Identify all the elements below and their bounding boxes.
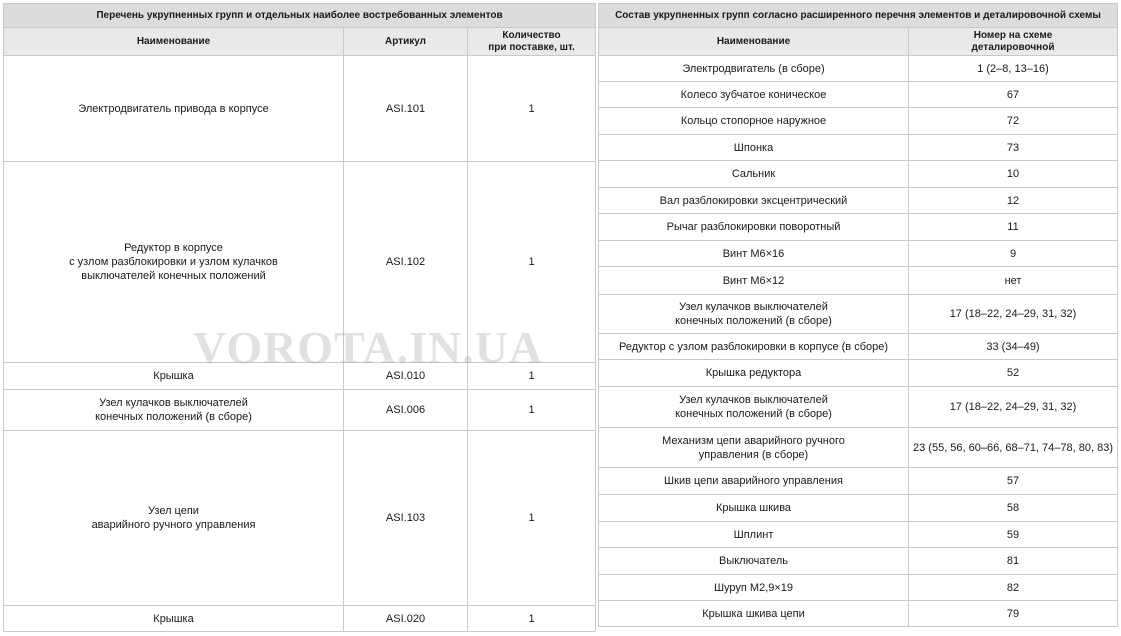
composition-body — [599, 56, 1118, 627]
column-header-diagram-number — [909, 28, 1118, 56]
cell-line: Шплинт — [733, 528, 774, 541]
group-name-cell — [4, 363, 344, 390]
diagram-number-cell: 52 — [909, 360, 1118, 387]
diagram-number-cell: 58 — [909, 495, 1118, 522]
part-name-cell — [599, 387, 909, 428]
cell-line: конечных положений (в сборе) — [675, 408, 832, 420]
table-row — [599, 548, 1118, 575]
part-name-cell — [599, 135, 909, 161]
column-header-article: Артикул — [344, 28, 468, 56]
part-name-cell — [599, 428, 909, 468]
diagram-number-cell: 81 — [909, 548, 1118, 575]
cell-line: Кольцо стопорное наружное — [680, 115, 827, 127]
cell-line: Узел кулачков выключателей — [679, 301, 828, 313]
table-row — [599, 360, 1118, 387]
quantity-cell: 1 — [468, 606, 596, 632]
table-row — [4, 606, 596, 632]
group-list-table — [3, 3, 596, 632]
cell-line: Крышка шкива цепи — [702, 607, 805, 620]
table-row — [599, 468, 1118, 495]
diagram-number-cell: 23 (55, 56, 60–66, 68–71, 74–78, 80, 83) — [909, 428, 1118, 468]
diagram-number-cell: 57 — [909, 468, 1118, 495]
diagram-number-cell: 1 (2–8, 13–16) — [909, 56, 1118, 82]
cell-line: Выключатель — [718, 555, 789, 567]
quantity-header-line: при поставке, шт. — [488, 41, 575, 53]
part-name-cell — [599, 214, 909, 241]
quantity-cell: 1 — [468, 363, 596, 390]
diagram-number-cell: 79 — [909, 601, 1118, 627]
table-row — [599, 56, 1118, 82]
part-name-cell — [599, 56, 909, 82]
cell-line: Винт М6×12 — [722, 274, 785, 287]
group-name-cell — [4, 431, 344, 606]
quantity-cell: 1 — [468, 162, 596, 363]
composition-title: Состав укрупненных групп согласно расширенного перечня элементов и деталировочной схемы — [599, 4, 1118, 28]
table-row — [4, 162, 596, 363]
table-row — [599, 575, 1118, 601]
cell-line: Редуктор с узлом разблокировки в корпусе (в сборе) — [618, 340, 889, 353]
table-row — [599, 387, 1118, 428]
watermark: VOROTA.IN.UA — [193, 322, 544, 373]
diagram-number-cell: 72 — [909, 108, 1118, 135]
cell-line: Крышка редуктора — [705, 367, 802, 379]
part-name-cell — [599, 522, 909, 548]
part-name-cell — [599, 360, 909, 387]
quantity-cell: 1 — [468, 431, 596, 606]
cell-line: Винт М6×16 — [722, 247, 785, 260]
table-row — [599, 267, 1118, 295]
group-name-cell — [4, 606, 344, 632]
cell-line: выключателей конечных положений — [81, 270, 266, 282]
diagram-number-cell: 11 — [909, 214, 1118, 241]
group-composition-table — [598, 3, 1118, 627]
diagram-header-line: Номер на схеме — [973, 29, 1053, 41]
cell-line: Вал разблокировки эксцентрический — [659, 194, 848, 207]
group-name-cell — [4, 56, 344, 162]
article-cell: ASI.102 — [344, 162, 468, 363]
cell-line: Крышка — [153, 370, 194, 382]
cell-line: Крышка шкива — [715, 502, 792, 514]
table-row — [599, 334, 1118, 360]
diagram-number-cell: 12 — [909, 188, 1118, 214]
part-name-cell — [599, 267, 909, 295]
article-cell: ASI.006 — [344, 390, 468, 431]
table-row — [599, 214, 1118, 241]
diagram-number-cell: 82 — [909, 575, 1118, 601]
table-row — [599, 82, 1118, 108]
cell-line: Сальник — [731, 168, 776, 180]
cell-line: конечных положений (в сборе) — [95, 411, 252, 423]
part-name-cell — [599, 495, 909, 522]
diagram-number-cell: 9 — [909, 241, 1118, 267]
cell-line: управления (в сборе) — [698, 448, 809, 461]
diagram-number-cell: 59 — [909, 522, 1118, 548]
table-row — [4, 363, 596, 390]
quantity-header-line: Количество — [502, 29, 561, 41]
cell-line: Шуруп М2,9×19 — [713, 581, 794, 594]
group-name-cell — [4, 390, 344, 431]
part-name-cell — [599, 161, 909, 188]
diagram-number-cell: 10 — [909, 161, 1118, 188]
group-name-cell — [4, 162, 344, 363]
table-row — [599, 428, 1118, 468]
table-row — [599, 135, 1118, 161]
table-row — [599, 522, 1118, 548]
cell-line: Крышка — [153, 612, 194, 625]
column-header-part-name: Наименование — [599, 28, 909, 56]
column-header-quantity — [468, 28, 596, 56]
part-name-cell — [599, 548, 909, 575]
table-row — [599, 601, 1118, 627]
table-row — [599, 295, 1118, 334]
cell-line: Редуктор в корпусе — [124, 242, 223, 254]
table-row — [599, 108, 1118, 135]
table-row — [599, 161, 1118, 188]
group-list-body — [4, 56, 596, 632]
part-name-cell — [599, 108, 909, 135]
cell-line: конечных положений (в сборе) — [675, 315, 832, 327]
cell-line: Шпонка — [733, 141, 774, 154]
cell-line: Шкив цепи аварийного управления — [664, 475, 843, 487]
diagram-number-cell: 17 (18–22, 24–29, 31, 32) — [909, 295, 1118, 334]
group-list-title: Перечень укрупненных групп и отдельных наиболее востребованных элементов — [4, 4, 596, 28]
diagram-number-cell: 73 — [909, 135, 1118, 161]
table-row — [599, 241, 1118, 267]
cell-line: Колесо зубчатое коническое — [680, 88, 827, 101]
column-header-name: Наименование — [4, 28, 344, 56]
cell-line: аварийного ручного управления — [91, 519, 256, 531]
cell-line: Узел цепи — [148, 505, 199, 517]
part-name-cell — [599, 188, 909, 214]
cell-line: Электродвигатель (в сборе) — [682, 62, 825, 75]
article-cell: ASI.020 — [344, 606, 468, 632]
part-name-cell — [599, 334, 909, 360]
cell-line: Рычаг разблокировки поворотный — [666, 221, 841, 233]
cell-line: Механизм цепи аварийного ручного — [662, 434, 845, 447]
part-name-cell — [599, 601, 909, 627]
part-name-cell — [599, 468, 909, 495]
article-cell: ASI.101 — [344, 56, 468, 162]
article-cell: ASI.103 — [344, 431, 468, 606]
part-name-cell — [599, 575, 909, 601]
part-name-cell — [599, 82, 909, 108]
quantity-cell: 1 — [468, 56, 596, 162]
cell-line: с узлом разблокировки и узлом кулачков — [69, 256, 278, 268]
table-row — [4, 390, 596, 431]
part-name-cell — [599, 241, 909, 267]
parts-document — [3, 3, 1117, 628]
part-name-cell — [599, 295, 909, 334]
article-cell: ASI.010 — [344, 363, 468, 390]
cell-line: Электродвигатель привода в корпусе — [78, 102, 269, 115]
cell-line: Узел кулачков выключателей — [99, 397, 248, 409]
quantity-cell: 1 — [468, 390, 596, 431]
table-row — [4, 431, 596, 606]
diagram-number-cell: 17 (18–22, 24–29, 31, 32) — [909, 387, 1118, 428]
cell-line: Узел кулачков выключателей — [679, 394, 828, 406]
diagram-number-cell: 33 (34–49) — [909, 334, 1118, 360]
table-row — [599, 188, 1118, 214]
diagram-number-cell: 67 — [909, 82, 1118, 108]
table-row — [4, 56, 596, 162]
table-row — [599, 495, 1118, 522]
diagram-header-line: деталировочной — [971, 41, 1055, 53]
diagram-number-cell: нет — [909, 267, 1118, 295]
